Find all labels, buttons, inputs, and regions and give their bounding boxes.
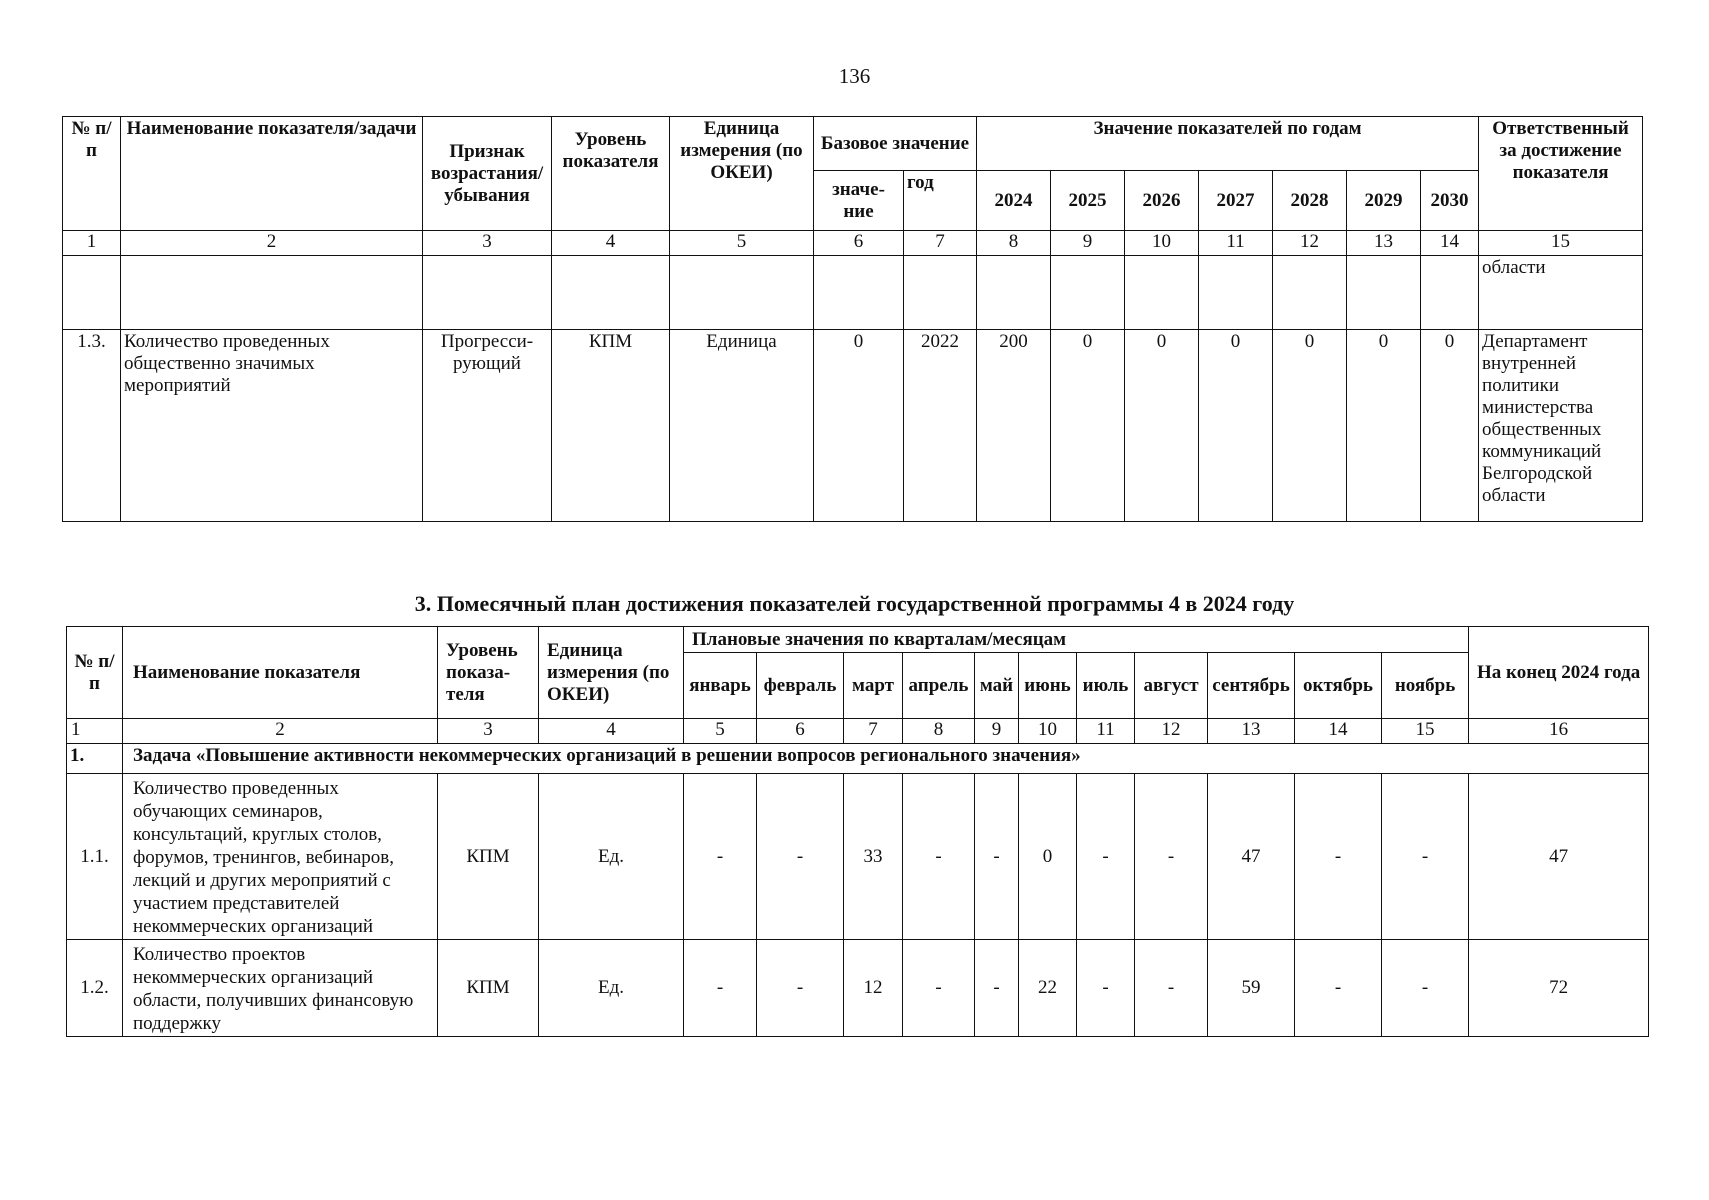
task-row — [67, 744, 1649, 774]
row-month: - — [1382, 774, 1469, 940]
continuation-row — [63, 256, 1643, 330]
col-number: 14 — [1421, 231, 1479, 256]
row-base-year: 2022 — [904, 330, 977, 522]
row-name: Количество проектов некоммерческих организаций области, получивших финансовую поддержку — [123, 940, 438, 1037]
row-month: - — [1382, 940, 1469, 1037]
col-number: 10 — [1125, 231, 1199, 256]
row-unit: Единица — [670, 330, 814, 522]
col-number: 9 — [1051, 231, 1125, 256]
row-month: - — [1135, 940, 1208, 1037]
col-number: 15 — [1382, 719, 1469, 744]
col-number: 2 — [121, 231, 423, 256]
col-number: 4 — [552, 231, 670, 256]
table-row — [67, 774, 1649, 940]
row-end: 72 — [1469, 940, 1649, 1037]
col-number: 5 — [684, 719, 757, 744]
row-month: - — [684, 940, 757, 1037]
row-month: - — [757, 940, 844, 1037]
row-responsible: Департамент внутренней политики министерства общественных коммуникаций Белгородской области — [1479, 330, 1643, 522]
header-unit: Единица измерения (по ОКЕИ) — [670, 117, 814, 231]
row-month: 12 — [844, 940, 903, 1037]
row-level: КПМ — [438, 774, 539, 940]
header-years-group: Значение показателей по годам — [977, 117, 1479, 171]
header-month: март — [844, 653, 903, 719]
header-month: январь — [684, 653, 757, 719]
task-num: 1. — [67, 744, 123, 774]
header-month: июль — [1077, 653, 1135, 719]
row-value: 0 — [1051, 330, 1125, 522]
header-level: Уровень показа- теля — [438, 627, 539, 719]
row-month: - — [1295, 940, 1382, 1037]
row-month: 22 — [1019, 940, 1077, 1037]
header-month: ноябрь — [1382, 653, 1469, 719]
col-number: 10 — [1019, 719, 1077, 744]
row-month: - — [1077, 940, 1135, 1037]
row-level: КПМ — [438, 940, 539, 1037]
row-month: - — [757, 774, 844, 940]
row-month: - — [975, 774, 1019, 940]
row-end: 47 — [1469, 774, 1649, 940]
col-number: 13 — [1347, 231, 1421, 256]
header-year: 2025 — [1051, 171, 1125, 231]
header-month: май — [975, 653, 1019, 719]
column-number-row — [67, 719, 1649, 744]
col-number: 6 — [757, 719, 844, 744]
header-year: 2028 — [1273, 171, 1347, 231]
col-number: 1 — [67, 719, 123, 744]
table-row — [63, 330, 1643, 522]
row-value: 0 — [1347, 330, 1421, 522]
col-number: 15 — [1479, 231, 1643, 256]
header-month: апрель — [903, 653, 975, 719]
row-month: - — [1077, 774, 1135, 940]
header-year: 2027 — [1199, 171, 1273, 231]
row-name: Количество проведенных обучающих семинаров, консультаций, круглых столов, форумов, тренингов, вебинаров, лекций и других мероприятий с участием представителей некоммерческих организаций — [123, 774, 438, 940]
row-month: 0 — [1019, 774, 1077, 940]
header-name: Наименование показателя/задачи — [121, 117, 423, 231]
row-month: - — [975, 940, 1019, 1037]
col-number: 8 — [903, 719, 975, 744]
row-month: - — [1295, 774, 1382, 940]
header-year: 2030 — [1421, 171, 1479, 231]
row-num: 1.1. — [67, 774, 123, 940]
header-month: июнь — [1019, 653, 1077, 719]
col-number: 13 — [1208, 719, 1295, 744]
row-month: - — [903, 940, 975, 1037]
row-month: 59 — [1208, 940, 1295, 1037]
col-number: 12 — [1273, 231, 1347, 256]
header-month: сентябрь — [1208, 653, 1295, 719]
col-number: 11 — [1077, 719, 1135, 744]
header-end: На конец 2024 года — [1469, 627, 1649, 719]
row-value: 0 — [1199, 330, 1273, 522]
row-month: 33 — [844, 774, 903, 940]
header-name: Наименование показателя — [123, 627, 438, 719]
row-value: 0 — [1273, 330, 1347, 522]
header-month: август — [1135, 653, 1208, 719]
header-base: Базовое значение — [814, 117, 977, 171]
section-title: 3. Помесячный план достижения показателей государственной программы 4 в 2024 году — [414, 591, 1295, 616]
col-number: 9 — [975, 719, 1019, 744]
header-responsible: Ответственный за достижение показателя — [1479, 117, 1643, 231]
page-number: 136 — [838, 64, 871, 88]
header-base-year: год — [904, 171, 977, 231]
monthly-plan-table — [66, 626, 1649, 1037]
col-number: 1 — [63, 231, 121, 256]
col-number: 16 — [1469, 719, 1649, 744]
row-sign: Прогресси- рующий — [423, 330, 552, 522]
col-number: 3 — [423, 231, 552, 256]
column-number-row — [63, 231, 1643, 256]
row-level: КПМ — [552, 330, 670, 522]
row-unit: Ед. — [539, 940, 684, 1037]
row-month: - — [903, 774, 975, 940]
row-name: Количество проведенных общественно значимых мероприятий — [121, 330, 423, 522]
header-num: № п/п — [63, 117, 121, 231]
row-num: 1.3. — [63, 330, 121, 522]
header-sign: Признак возрастания/ убывания — [423, 117, 552, 231]
header-year: 2024 — [977, 171, 1051, 231]
col-number: 3 — [438, 719, 539, 744]
header-month: октябрь — [1295, 653, 1382, 719]
row-num: 1.2. — [67, 940, 123, 1037]
header-year: 2029 — [1347, 171, 1421, 231]
col-number: 4 — [539, 719, 684, 744]
col-number: 2 — [123, 719, 438, 744]
col-number: 14 — [1295, 719, 1382, 744]
row-base-value: 0 — [814, 330, 904, 522]
col-number: 5 — [670, 231, 814, 256]
header-year: 2026 — [1125, 171, 1199, 231]
responsible-cell: области — [1479, 256, 1643, 330]
col-number: 6 — [814, 231, 904, 256]
header-base-value: значе- ние — [814, 171, 904, 231]
row-month: - — [1135, 774, 1208, 940]
row-value: 0 — [1421, 330, 1479, 522]
col-number: 11 — [1199, 231, 1273, 256]
row-value: 0 — [1125, 330, 1199, 522]
indicators-by-year-table — [62, 116, 1643, 522]
header-months-group: Плановые значения по кварталам/месяцам — [684, 627, 1469, 653]
table-row — [67, 940, 1649, 1037]
col-number: 12 — [1135, 719, 1208, 744]
header-month: февраль — [757, 653, 844, 719]
col-number: 7 — [844, 719, 903, 744]
col-number: 8 — [977, 231, 1051, 256]
row-month: - — [684, 774, 757, 940]
col-number: 7 — [904, 231, 977, 256]
row-value: 200 — [977, 330, 1051, 522]
header-level: Уровень показателя — [552, 117, 670, 231]
task-text: Задача «Повышение активности некоммерческих организаций в решении вопросов регионального значения» — [123, 744, 1649, 774]
header-unit: Единица измерения (по ОКЕИ) — [539, 627, 684, 719]
header-num: № п/п — [67, 627, 123, 719]
row-unit: Ед. — [539, 774, 684, 940]
row-month: 47 — [1208, 774, 1295, 940]
